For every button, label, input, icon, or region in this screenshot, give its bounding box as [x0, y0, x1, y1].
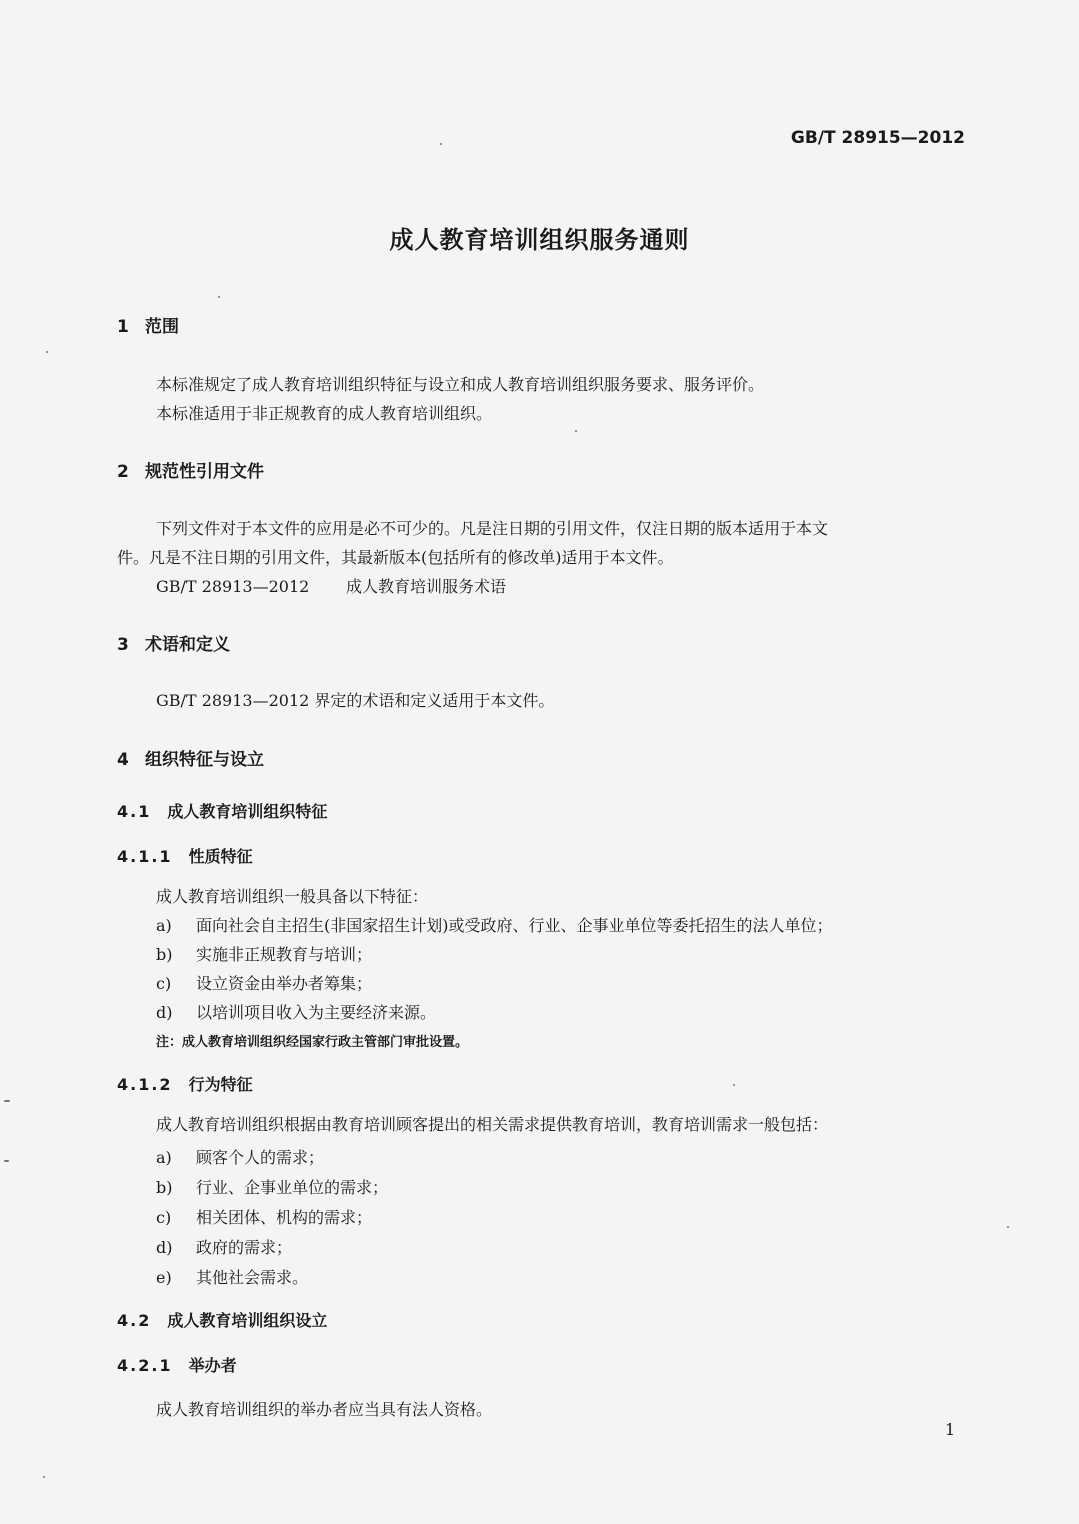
- list-marker: d): [156, 1238, 173, 1257]
- paragraph: GB/T 28913—2012 界定的术语和定义适用于本文件。: [156, 691, 555, 710]
- scan-speck: [218, 296, 220, 298]
- scan-speck: [4, 1100, 10, 1102]
- subsection-number: 4.1.1: [117, 847, 173, 866]
- section-number: 4: [117, 750, 129, 770]
- list-marker: e): [156, 1268, 172, 1287]
- section-4-heading: [117, 745, 264, 770]
- section-2-heading: [117, 457, 264, 482]
- list-text: 设立资金由举办者筹集；: [196, 974, 373, 993]
- subsection-number: 4.1.2: [117, 1075, 173, 1094]
- list-marker: d): [156, 1003, 173, 1022]
- list-marker: b): [156, 945, 173, 964]
- note: 注：成人教育培训组织经国家行政主管部门审批设置。: [156, 1035, 469, 1050]
- subsection-4-2-1-heading: [117, 1353, 237, 1376]
- paragraph-continuation: 件。凡是不注日期的引用文件，其最新版本(包括所有的修改单)适用于本文件。: [117, 548, 674, 567]
- list-text: 实施非正规教育与培训；: [196, 945, 373, 964]
- subsection-number: 4.2: [117, 1311, 152, 1330]
- list-item: [156, 1235, 292, 1258]
- reference-code: GB/T 28913—2012: [156, 577, 310, 596]
- list-item: [156, 942, 372, 965]
- subsection-title: 举办者: [188, 1356, 237, 1375]
- section-title: 组织特征与设立: [145, 750, 264, 770]
- subsection-number: 4.2.1: [117, 1356, 173, 1375]
- scan-speck: [575, 430, 577, 432]
- paragraph: 成人教育培训组织的举办者应当具有法人资格。: [156, 1400, 493, 1419]
- list-text: 行业、企事业单位的需求；: [196, 1178, 389, 1197]
- scan-speck: [46, 351, 48, 353]
- subsection-title: 性质特征: [188, 847, 253, 866]
- section-number: 1: [117, 317, 129, 337]
- subsection-title: 行为特征: [188, 1075, 253, 1094]
- standard-code: GB/T 28915—2012: [790, 128, 965, 148]
- list-text: 以培训项目收入为主要经济来源。: [196, 1003, 437, 1022]
- list-marker: b): [156, 1178, 173, 1197]
- paragraph: 下列文件对于本文件的应用是必不可少的。凡是注日期的引用文件，仅注日期的版本适用于本文: [156, 519, 829, 538]
- paragraph: 本标准适用于非正规教育的成人教育培训组织。: [156, 404, 493, 423]
- subsection-4-1-heading: [117, 799, 327, 822]
- section-title: 范围: [145, 317, 179, 337]
- list-item: [156, 1000, 436, 1023]
- list-item: [156, 913, 833, 936]
- list-text: 其他社会需求。: [196, 1268, 309, 1287]
- paragraph: 成人教育培训组织根据由教育培训顾客提出的相关需求提供教育培训，教育培训需求一般包括：: [156, 1115, 829, 1134]
- paragraph: 本标准规定了成人教育培训组织特征与设立和成人教育培训组织服务要求、服务评价。: [156, 375, 765, 394]
- list-text: 顾客个人的需求；: [196, 1148, 325, 1167]
- subsection-4-1-1-heading: [117, 844, 253, 867]
- list-marker: a): [156, 1148, 172, 1167]
- subsection-number: 4.1: [117, 802, 152, 821]
- document-title: 成人教育培训组织服务通则: [389, 226, 690, 254]
- section-title: 规范性引用文件: [145, 462, 264, 482]
- list-item: [156, 1265, 308, 1288]
- reference-title: 成人教育培训服务术语: [346, 577, 507, 596]
- list-text: 相关团体、机构的需求；: [196, 1208, 373, 1227]
- section-number: 3: [117, 635, 129, 655]
- list-item: [156, 1205, 372, 1228]
- section-title: 术语和定义: [145, 635, 230, 655]
- subsection-title: 成人教育培训组织设立: [167, 1311, 328, 1330]
- list-text: 政府的需求；: [196, 1238, 293, 1257]
- paragraph: 成人教育培训组织一般具备以下特征：: [156, 887, 429, 906]
- section-number: 2: [117, 462, 129, 482]
- list-item: [156, 1145, 324, 1168]
- subsection-4-2-heading: [117, 1308, 327, 1331]
- list-item: [156, 971, 372, 994]
- subsection-4-1-2-heading: [117, 1072, 253, 1095]
- subsection-title: 成人教育培训组织特征: [167, 802, 328, 821]
- page-number: 1: [945, 1420, 956, 1439]
- list-text: 面向社会自主招生(非国家招生计划)或受政府、行业、企事业单位等委托招生的法人单位；: [196, 916, 833, 935]
- normative-reference: [156, 574, 506, 597]
- list-item: [156, 1175, 388, 1198]
- scan-speck: [43, 1476, 45, 1478]
- scan-speck: [4, 1160, 9, 1162]
- scan-speck: [1007, 1226, 1009, 1228]
- list-marker: c): [156, 1208, 172, 1227]
- scan-speck: [733, 1084, 735, 1086]
- section-3-heading: [117, 630, 230, 655]
- list-marker: c): [156, 974, 172, 993]
- list-marker: a): [156, 916, 172, 935]
- section-1-heading: [117, 312, 179, 337]
- scan-speck: [440, 143, 442, 145]
